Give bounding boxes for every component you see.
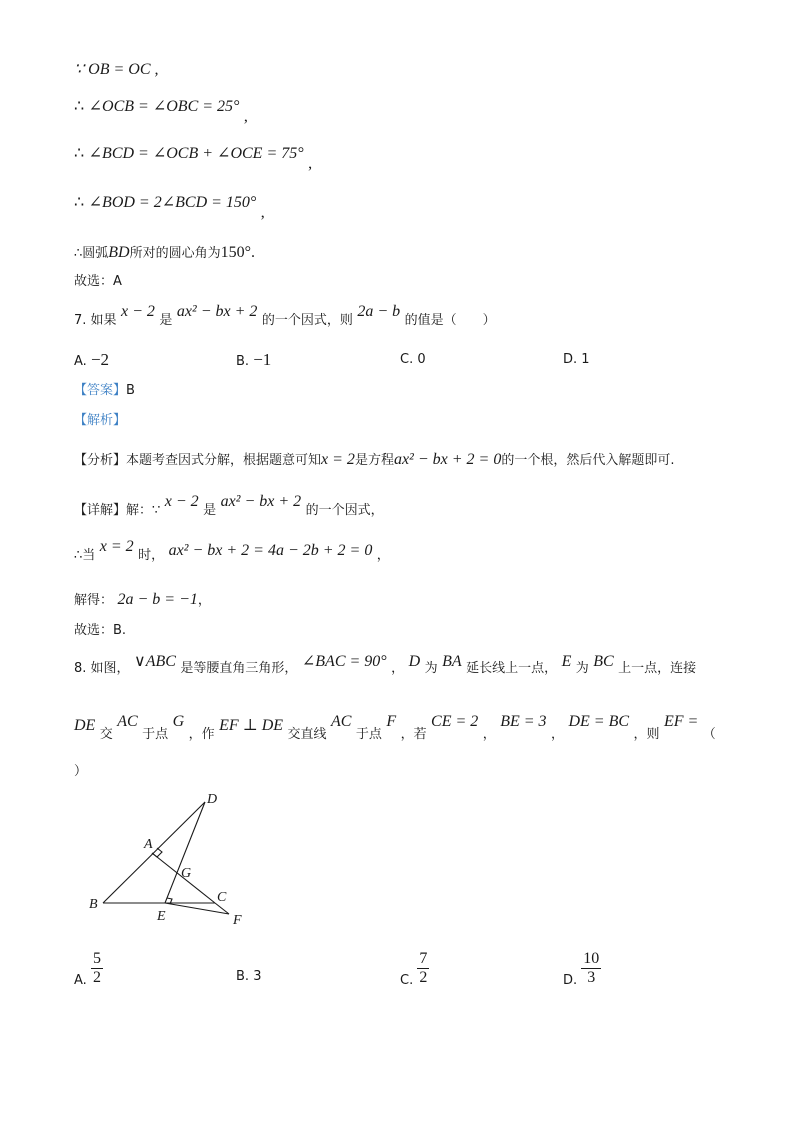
q8-stem-line-2: DE 交 AC 于点 G ，作 EF ⊥ DE 交直线 AC 于点 F ，若 CE = 2 ， BE = 3 ， DE = BC ，则 EF = （	[74, 713, 716, 742]
q7-fenxi: 【分析】本题考查因式分解，根据题意可知x = 2是方程ax² − bx + 2 = 0的一个根，然后代入解题即可.	[74, 451, 675, 468]
q7-step-2: ∴当 x = 2 时， ax² − bx + 2 = 4a − 2b + 2 = 0 ，	[74, 538, 390, 563]
q7-step-3: 解得： 2a − b = −1，	[74, 591, 211, 608]
label-c: C	[217, 890, 227, 905]
q8-option-c-fraction: $\frac{7}{2}$	[419, 950, 428, 986]
solution-select: 故选：A	[74, 274, 122, 289]
q8-stem-line-1: 8. 如图， ∨ABC 是等腰直角三角形， ∠BAC = 90° ， D 为 BA 延长线上一点， E 为 BC 上一点，连接	[74, 653, 697, 676]
label-g: G	[181, 866, 192, 881]
q8-option-b: B. 3	[236, 969, 262, 984]
q7-stem: 7. 如果 x − 2 是 ax² − bx + 2 的一个因式，则 2a − b 的值是（ ）	[74, 303, 496, 328]
q8-option-d: D. $\frac{10}{3}$	[563, 950, 600, 988]
label-e: E	[157, 909, 166, 924]
label-a: A	[144, 837, 153, 852]
q8-stem-line-3: ）	[74, 764, 88, 779]
q7-xiangjie: 【详解】解：∵ x − 2 是 ax² − bx + 2 的一个因式，	[74, 493, 384, 518]
q7-analysis-tag: 【解析】	[74, 413, 127, 428]
solution-line-4: ∴ ∠BOD = 2∠BCD = 150° ,	[74, 194, 265, 221]
label-d: D	[207, 792, 218, 807]
q8-option-c: C. $\frac{7}{2}$	[400, 950, 428, 988]
solution-line-5: ∴圆弧BD所对的圆心角为150°.	[74, 244, 256, 261]
q7-option-d: D. 1	[563, 352, 590, 367]
q8-option-d-fraction: $\frac{10}{3}$	[583, 950, 600, 986]
solution-line-1: ∵ OB = OC ,	[74, 61, 159, 78]
q7-select: 故选：B.	[74, 623, 127, 638]
q8-geometry-figure	[80, 790, 270, 940]
label-b: B	[89, 897, 98, 912]
q7-option-c: C. 0	[400, 352, 426, 367]
label-f: F	[233, 913, 242, 928]
solution-line-3: ∴ ∠BCD = ∠OCB + ∠OCE = 75° ,	[74, 145, 313, 172]
segment-de	[165, 802, 205, 903]
q8-option-a-fraction: $\frac{5}{2}$	[92, 950, 101, 986]
solution-line-2: ∴ ∠OCB = ∠OBC = 25° ,	[74, 98, 248, 125]
segment-bd	[103, 802, 205, 903]
q7-option-b: B. −1	[236, 350, 272, 369]
q7-option-a: A. −2	[74, 350, 110, 369]
q7-answer: 【答案】B	[74, 383, 135, 398]
q8-option-a: A. $\frac{5}{2}$	[74, 950, 101, 988]
